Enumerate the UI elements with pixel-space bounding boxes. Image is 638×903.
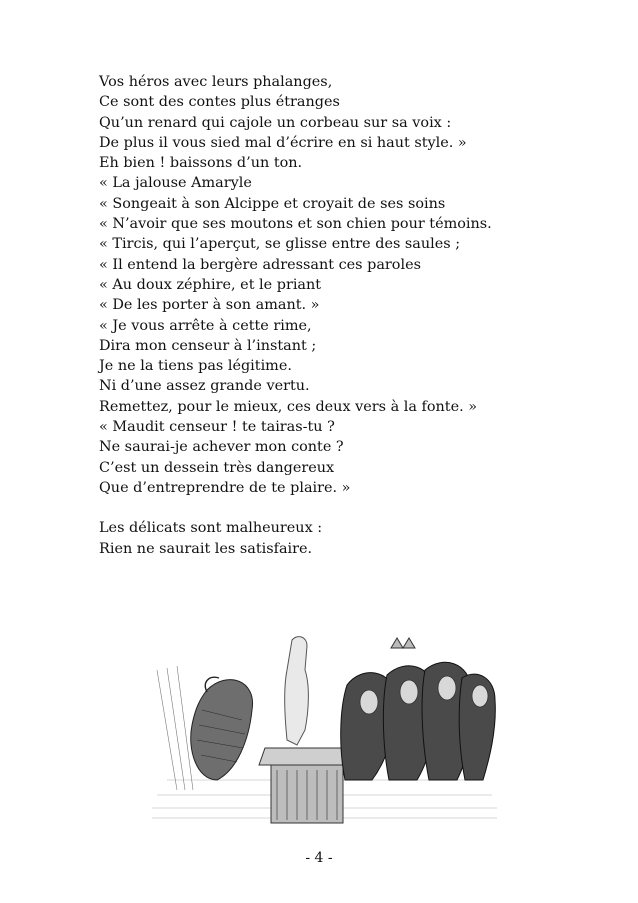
verse-line: Rien ne saurait les satisfaire. <box>99 540 313 557</box>
verse-line: Ni d’une assez grande vertu. <box>99 378 310 395</box>
verse-line: Les délicats sont malheureux : <box>99 520 323 537</box>
verse-line: « La jalouse Amaryle <box>99 175 252 192</box>
page-number: - 4 - <box>305 850 333 866</box>
verse-line: Ce sont des contes plus étranges <box>99 94 340 111</box>
verse-line: Eh bien ! baissons d’un ton. <box>99 155 303 172</box>
stanza-1 <box>99 72 559 498</box>
verse-line: Qu’un renard qui cajole un corbeau sur sa voix : <box>99 114 452 131</box>
verse-line: De plus il vous sied mal d’écrire en si haut style. » <box>99 134 467 151</box>
verse-line: « N’avoir que ses moutons et son chien pour témoins. <box>99 216 492 233</box>
verse-line: Vos héros avec leurs phalanges, <box>99 74 333 90</box>
verse-line: « De les porter à son amant. » <box>99 297 320 314</box>
verse-line: C’est un dessein très dangereux <box>99 459 335 476</box>
verse-line: Remettez, pour le mieux, ces deux vers à la fonte. » <box>99 398 478 415</box>
verse-line: Je ne la tiens pas légitime. <box>99 358 292 375</box>
verse-line: « Songeait à son Alcippe et croyait de ses soins <box>99 195 446 212</box>
verse-line: « Il entend la bergère adressant ces paroles <box>99 256 421 273</box>
verse-line: Dira mon censeur à l’instant ; <box>99 337 317 354</box>
verse-line: « Maudit censeur ! te tairas-tu ? <box>99 419 335 436</box>
verse-line: « Je vous arrête à cette rime, <box>99 317 312 334</box>
stanza-2 <box>99 518 559 559</box>
verse-line: « Tircis, qui l’aperçut, se glisse entre des saules ; <box>99 236 461 253</box>
verse-line: Que d’entreprendre de te plaire. » <box>99 479 351 496</box>
poem-text <box>99 72 559 559</box>
verse-line: Ne saurai-je achever mon conte ? <box>99 439 344 456</box>
verse-line: « Au doux zéphire, et le priant <box>99 276 322 293</box>
engraving-illustration <box>147 630 499 825</box>
